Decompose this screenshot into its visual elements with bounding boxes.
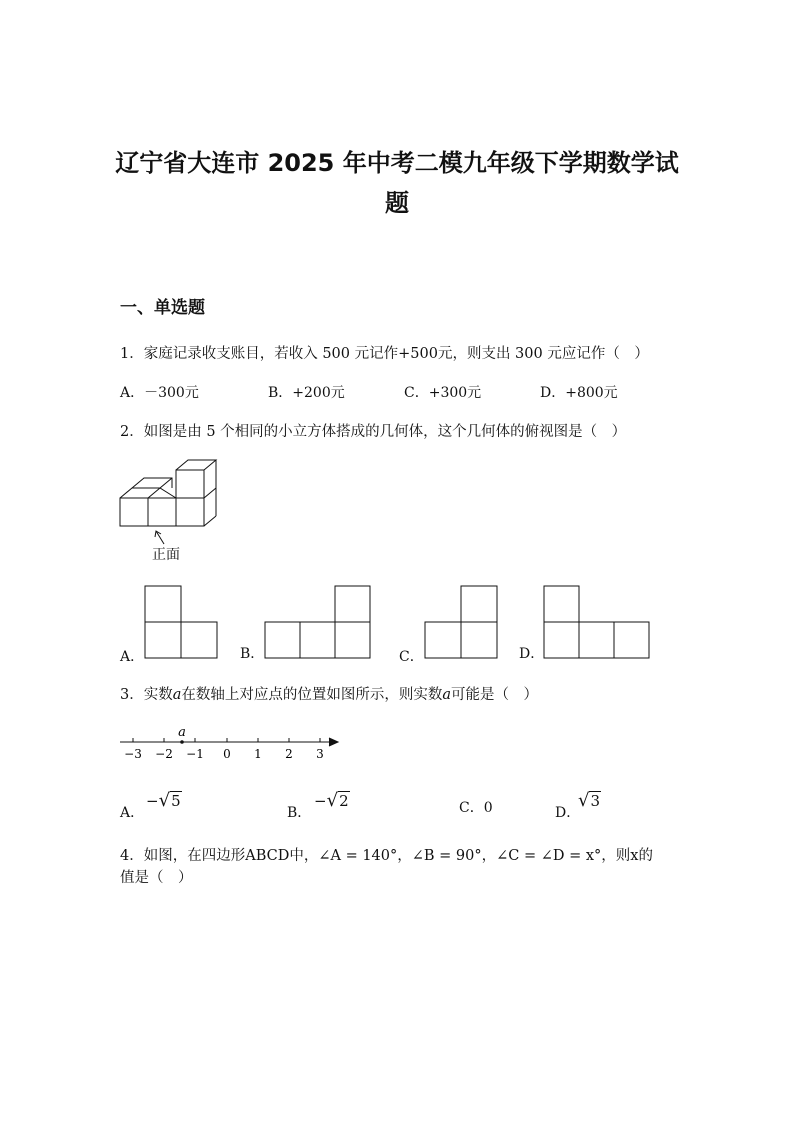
q3-option-d [555,802,580,822]
page-title-continued: 题 [385,189,409,217]
cube-figure [118,458,228,533]
tick-label: 0 [223,747,231,761]
tick-label: −2 [155,747,173,761]
q2-option-c-figure [424,585,500,659]
q3-variable-2: a [442,687,452,703]
q3-option-c [459,797,493,817]
question-4-text-continued: 值是（ ） [120,870,193,886]
q3-option-d-value: √3 [578,790,601,811]
q3-option-a-value: −√5 [146,790,181,811]
point-a [180,740,184,744]
tick-label: 2 [285,747,293,761]
radicand: 2 [339,792,349,810]
q1-option-c: C．+300元 [404,385,482,401]
tick-label: −3 [124,747,142,761]
question-2-text: 2．如图是由 5 个相同的小立方体搭成的几何体，这个几何体的俯视图是（ ） [120,424,627,440]
tick-label: −1 [186,747,204,761]
radicand: 3 [590,792,601,810]
q3-option-d-letter: D． [555,805,581,821]
q3-option-c-value: 0 [483,800,493,816]
q3-text-mid: 在数轴上对应点的位置如图所示，则实数 [181,687,443,703]
q1-option-b: B．+200元 [268,385,345,401]
q3-text-prefix: 3．实数 [120,687,173,703]
tick-label: 3 [316,747,324,761]
q2-option-b-figure [264,585,374,659]
q3-variable: a [172,687,182,703]
question-1-text: 1．家庭记录收支账目，若收入 500 元记作+500元，则支出 300 元应记作（ ） [120,346,649,362]
number-line [118,722,348,764]
q2-option-a-figure [144,585,220,659]
front-label: 正面 [152,547,180,563]
q1-option-a: A．－300元 [120,385,199,401]
question-4-text: 4．如图，在四边形ABCD中，∠A = 140°，∠B = 90°，∠C = ∠D = x°，则x的 [120,848,653,864]
q3-option-b [287,802,311,822]
page-title: 辽宁省大连市 2025 年中考二模九年级下学期数学试 [115,149,679,177]
q3-option-b-letter: B． [287,805,312,821]
q3-option-a-letter: A． [120,805,145,821]
q3-option-c-letter: C． [459,800,484,816]
q3-option-b-value: −√2 [314,790,349,811]
q3-option-a [120,802,144,822]
q2-option-c: C． [399,649,424,665]
section-heading: 一、单选题 [120,298,205,318]
q2-option-a: A． [120,649,145,665]
radicand: 5 [171,792,181,810]
minus-sign: − [146,792,159,810]
q3-text-suffix: 可能是（ ） [451,687,539,703]
tick-label: 1 [254,747,262,761]
question-3-text [120,683,538,704]
q2-option-d: D． [519,646,545,662]
q2-option-d-figure [543,585,653,659]
point-a-label: a [178,725,186,740]
minus-sign: − [314,792,327,810]
q2-option-b: B． [240,646,265,662]
q1-option-d: D．+800元 [540,385,618,401]
